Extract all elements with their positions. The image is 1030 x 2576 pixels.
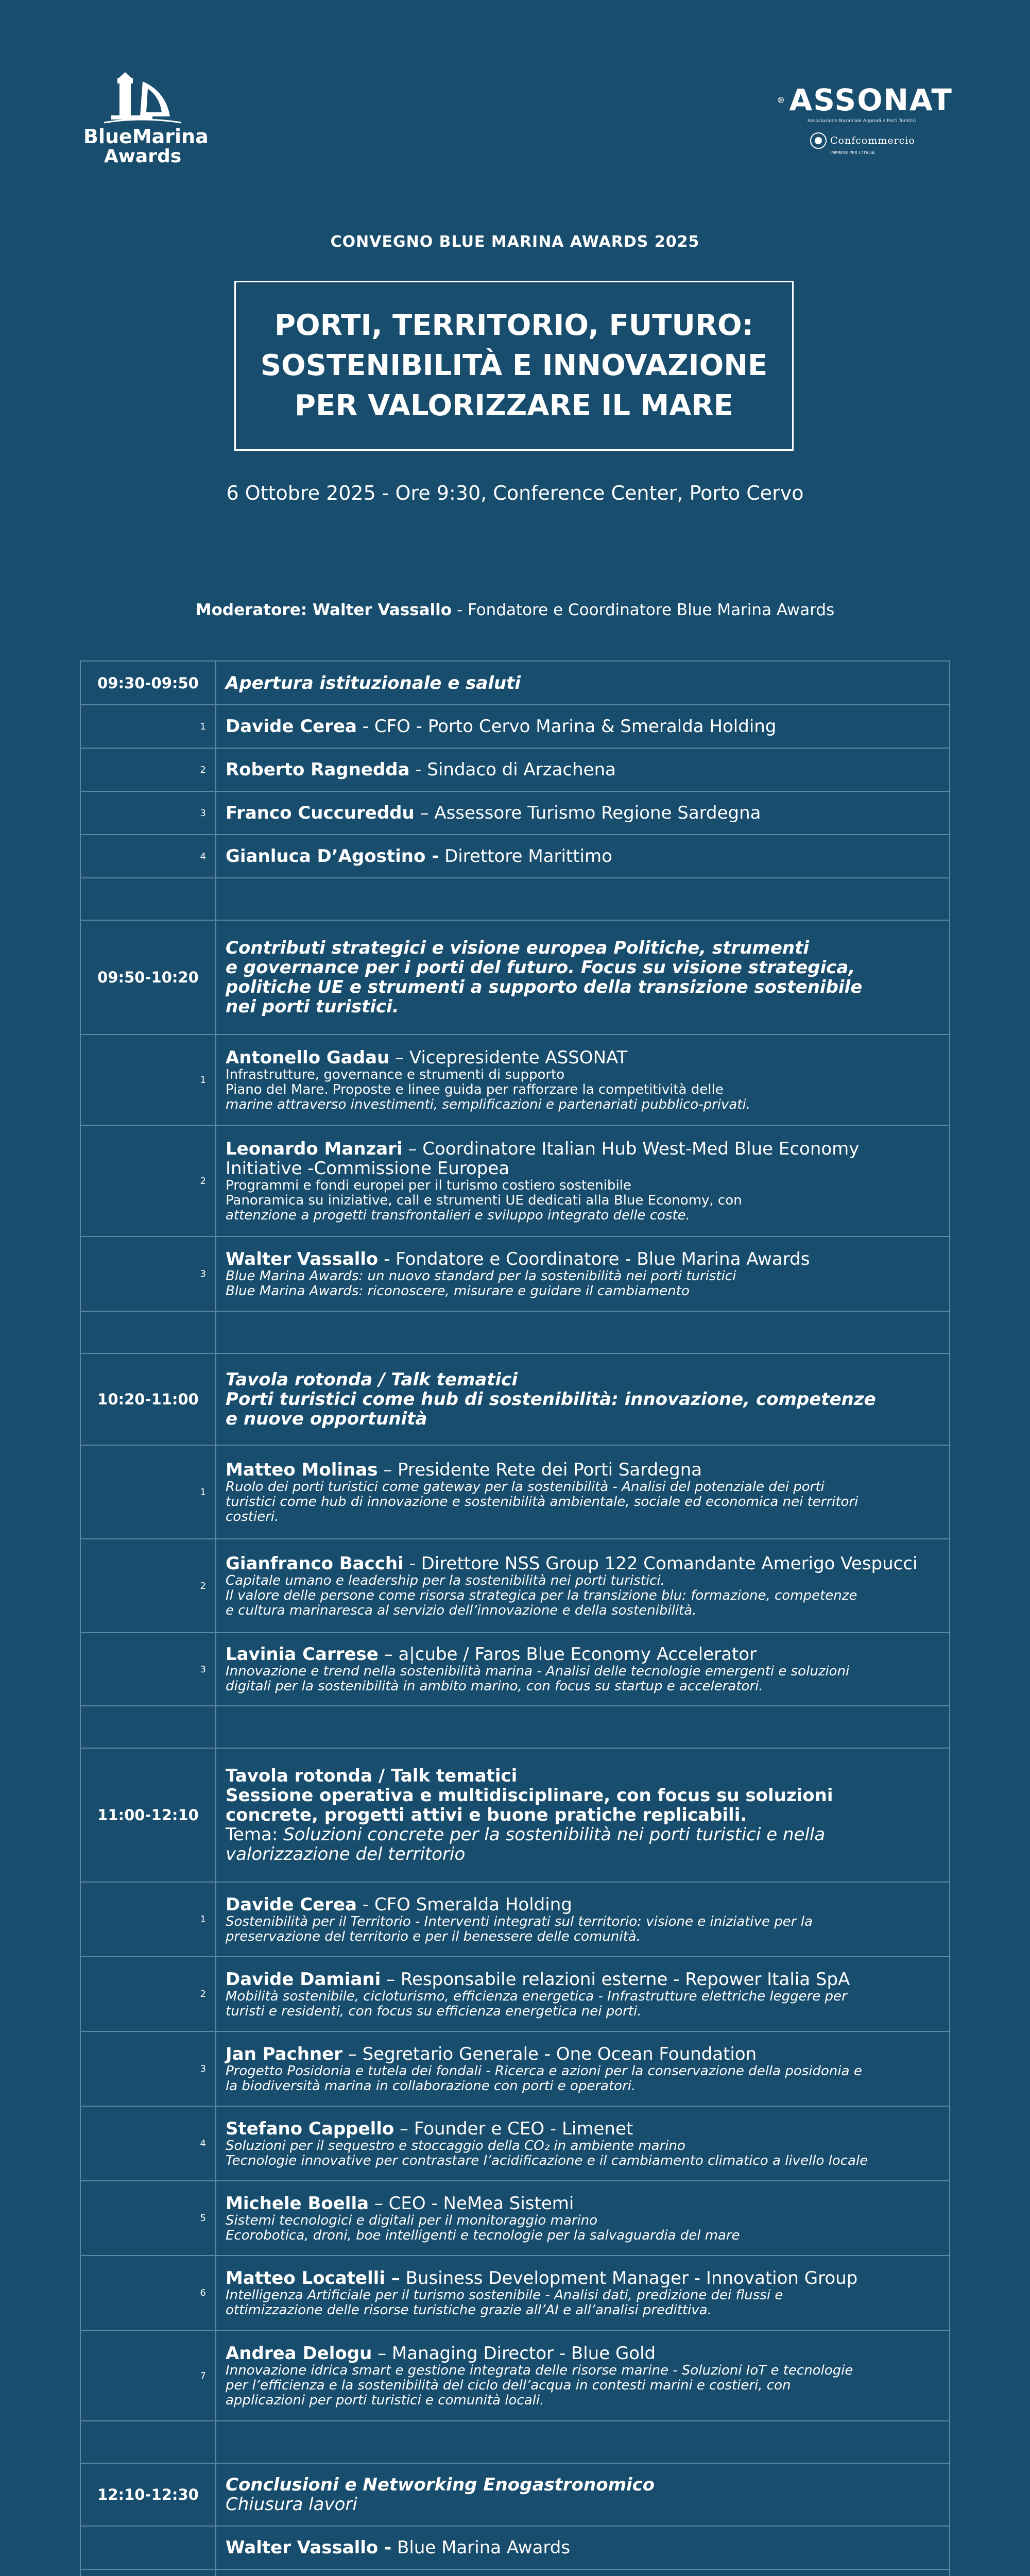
item-number: 2	[80, 748, 216, 791]
speaker: Jan Pachner – Segretario Generale - One Ocean Foundation Progetto Posidonia e tutela dei fondali - Ricerca e azioni per la conservazione della posidonia e la biodiversità marina in collaborazione con porti e operatori.	[216, 2031, 950, 2106]
table-row	[80, 1035, 950, 1125]
item-number: 1	[80, 1035, 216, 1125]
item-number: 2	[80, 1957, 216, 2031]
event-kicker: CONVEGNO BLUE MARINA AWARDS 2025	[330, 233, 700, 251]
assonat-name: ASSONAT	[789, 82, 953, 117]
speaker: Matteo Molinas – Presidente Rete dei Porti Sardegna Ruolo dei porti turistici come gateway per la sostenibilità - Analisi del potenziale dei porti turistici come hub di innovazione e sostenibilità ambientale, sociale ed economica nei territori costieri.	[216, 1445, 950, 1539]
blue-marina-awards-logo	[83, 71, 209, 167]
table-row	[80, 2256, 950, 2330]
item-number: 3	[80, 2031, 216, 2106]
assonat-subtitle: Associazione Nazionale Approdi e Porti Turistici	[808, 118, 917, 124]
item-number: 6	[80, 2256, 216, 2330]
session-title: Tavola rotonda / Talk tematici Porti turistici come hub di sostenibilità: innovazione, competenze e nuove opportunità	[216, 1353, 950, 1445]
table-row	[80, 2181, 950, 2256]
time-slot: 11:00-12:10	[80, 1748, 216, 1882]
table-row	[80, 1957, 950, 2031]
session-title: Tavola rotonda / Talk tematici Sessione operativa e multidisciplinare, con focus su soluzioni concrete, progetti attivi e buone pratiche replicabili. Tema: Soluzioni concrete per la sostenibilità nei porti turistici e nella valorizzazione del territorio	[216, 1748, 950, 1882]
table-row	[80, 2106, 950, 2181]
item-number: 7	[80, 2330, 216, 2421]
table-row	[80, 661, 950, 705]
confcommercio-name: Confcommercio	[830, 135, 915, 146]
table-row	[80, 1539, 950, 1633]
spacer-row	[80, 2569, 950, 2576]
event-title-line-1: PORTI, TERRITORIO, FUTURO:	[274, 309, 753, 342]
table-row	[80, 705, 950, 748]
table-row	[80, 2463, 950, 2526]
spacer-row	[80, 878, 950, 920]
event-title-line-2: SOSTENIBILITÀ E INNOVAZIONE	[260, 349, 768, 382]
event-title-box	[234, 281, 794, 451]
time-slot: 09:50-10:20	[80, 920, 216, 1035]
table-row	[80, 920, 950, 1035]
time-slot: 09:30-09:50	[80, 661, 216, 705]
table-row	[80, 791, 950, 835]
moderator-label: Moderatore: Walter Vassallo	[195, 601, 452, 619]
moderator-line	[0, 601, 1030, 619]
speaker: Matteo Locatelli – Business Development Manager - Innovation Group Intelligenza Artificiale per il turismo sostenibile - Analisi dati, predizione dei flussi e ottimizzazione delle risorse turistiche grazie all’AI e all’analisi predittiva.	[216, 2256, 950, 2330]
session-title: Contributi strategici e visione europea Politiche, strumenti e governance per i porti del futuro. Focus su visione strategica, politiche UE e strumenti a supporto della transizione sostenibile nei porti turistici.	[216, 920, 950, 1035]
compass-rose-icon	[778, 88, 784, 112]
item-number: 3	[80, 1236, 216, 1311]
confcommercio-emblem-icon	[810, 132, 827, 149]
event-title-line-3: PER VALORIZZARE IL MARE	[295, 389, 733, 422]
item-number: 2	[80, 1125, 216, 1236]
table-row	[80, 1748, 950, 1882]
table-row	[80, 1882, 950, 1957]
item-number: 1	[80, 1882, 216, 1957]
table-row	[80, 1445, 950, 1539]
lighthouse-sail-icon	[104, 71, 181, 125]
session-title: Conclusioni e Networking Enogastronomico Chiusura lavori	[216, 2463, 950, 2526]
table-row	[80, 2330, 950, 2421]
speaker: Andrea Delogu – Managing Director - Blue Gold Innovazione idrica smart e gestione integrata delle risorse marine - Soluzioni IoT e tecnologie per l’efficienza e la sostenibilità del ciclo dell’acqua in contesti marini e costieri, con applicazioni per porti turistici e comunità locali.	[216, 2330, 950, 2421]
speaker: Antonello Gadau – Vicepresidente ASSONAT Infrastrutture, governance e strumenti di supporto Piano del Mare. Proposte e linee guida per rafforzare la competitività delle marine attraverso investimenti, semplificazioni e partenariati pubblico-privati.	[216, 1035, 950, 1125]
table-row	[80, 2031, 950, 2106]
speaker: Walter Vassallo - Fondatore e Coordinatore - Blue Marina Awards Blue Marina Awards: un nuovo standard per la sostenibilità nei porti turistici Blue Marina Awards: riconoscere, misurare e guidare il cambiamento	[216, 1236, 950, 1311]
item-number: 3	[80, 791, 216, 835]
speaker: Davide Damiani – Responsabile relazioni esterne - Repower Italia SpA Mobilità sostenibile, cicloturismo, efficienza energetica - Infrastrutture elettriche leggere per turisti e residenti, con focus su efficienza energetica nei porti.	[216, 1957, 950, 2031]
speaker: Roberto Ragnedda - Sindaco di Arzachena	[216, 748, 950, 791]
table-row	[80, 748, 950, 791]
speaker: Stefano Cappello – Founder e CEO - Limenet Soluzioni per il sequestro e stoccaggio della CO₂ in ambiente marino Tecnologie innovative per contrastare l’acidificazione e il cambiamento climatico a livello locale	[216, 2106, 950, 2181]
speaker: Davide Cerea - CFO - Porto Cervo Marina & Smeralda Holding	[216, 705, 950, 748]
table-row	[80, 1125, 950, 1236]
speaker: Walter Vassallo - Blue Marina Awards	[216, 2526, 950, 2569]
confcommercio-subtitle: IMPRESE PER L'ITALIA	[830, 150, 875, 155]
table-row	[80, 2526, 950, 2569]
item-number: 4	[80, 835, 216, 878]
assonat-logo	[778, 82, 953, 155]
item-number: 4	[80, 2106, 216, 2181]
speaker: Lavinia Carrese – a|cube / Faros Blue Economy Accelerator Innovazione e trend nella sostenibilità marina - Analisi delle tecnologie emergenti e soluzioni digitali per la sostenibilità in ambito marino, con focus su startup e acceleratori.	[216, 1633, 950, 1706]
time-slot: 10:20-11:00	[80, 1353, 216, 1445]
program-table	[80, 660, 950, 2576]
speaker: Michele Boella – CEO - NeMea Sistemi Sistemi tecnologici e digitali per il monitoraggio marino Ecorobotica, droni, boe intelligenti e tecnologie per la salvaguardia del mare	[216, 2181, 950, 2256]
table-row	[80, 835, 950, 878]
spacer-row	[80, 1706, 950, 1748]
table-row	[80, 1353, 950, 1445]
event-dateline: 6 Ottobre 2025 - Ore 9:30, Conference Center, Porto Cervo	[226, 482, 804, 504]
logo-line-1: BlueMarina	[83, 125, 209, 148]
spacer-row	[80, 2421, 950, 2463]
table-row	[80, 1633, 950, 1706]
speaker: Franco Cuccureddu – Assessore Turismo Regione Sardegna	[216, 791, 950, 835]
speaker: Leonardo Manzari – Coordinatore Italian Hub West-Med Blue Economy Initiative -Commissione Europea Programmi e fondi europei per il turismo costiero sostenibile Panoramica su iniziative, call e strumenti UE dedicati alla Blue Economy, con attenzione a progetti transfrontalieri e sviluppo integrato delle coste.	[216, 1125, 950, 1236]
item-number: 2	[80, 1539, 216, 1633]
speaker: Gianluca D’Agostino - Direttore Marittimo	[216, 835, 950, 878]
moderator-role: - Fondatore e Coordinatore Blue Marina Awards	[452, 601, 835, 619]
session-title: Apertura istituzionale e saluti	[216, 661, 950, 705]
item-number: 3	[80, 1633, 216, 1706]
item-number: 1	[80, 705, 216, 748]
time-slot: 12:10-12:30	[80, 2463, 216, 2526]
item-number: 1	[80, 1445, 216, 1539]
spacer-row	[80, 1311, 950, 1353]
speaker: Gianfranco Bacchi - Direttore NSS Group 122 Comandante Amerigo Vespucci Capitale umano e leadership per la sostenibilità nei porti turistici. Il valore delle persone come risorsa strategica per la transizione blu: formazione, competenze e cultura marinaresca al servizio dell’innovazione e della sostenibilità.	[216, 1539, 950, 1633]
table-row	[80, 1236, 950, 1311]
logo-line-2: Awards	[104, 146, 182, 167]
speaker: Davide Cerea - CFO Smeralda Holding Sostenibilità per il Territorio - Interventi integrati sul territorio: visione e iniziative per la preservazione del territorio e per il benessere delle comunità.	[216, 1882, 950, 1957]
item-number: 5	[80, 2181, 216, 2256]
